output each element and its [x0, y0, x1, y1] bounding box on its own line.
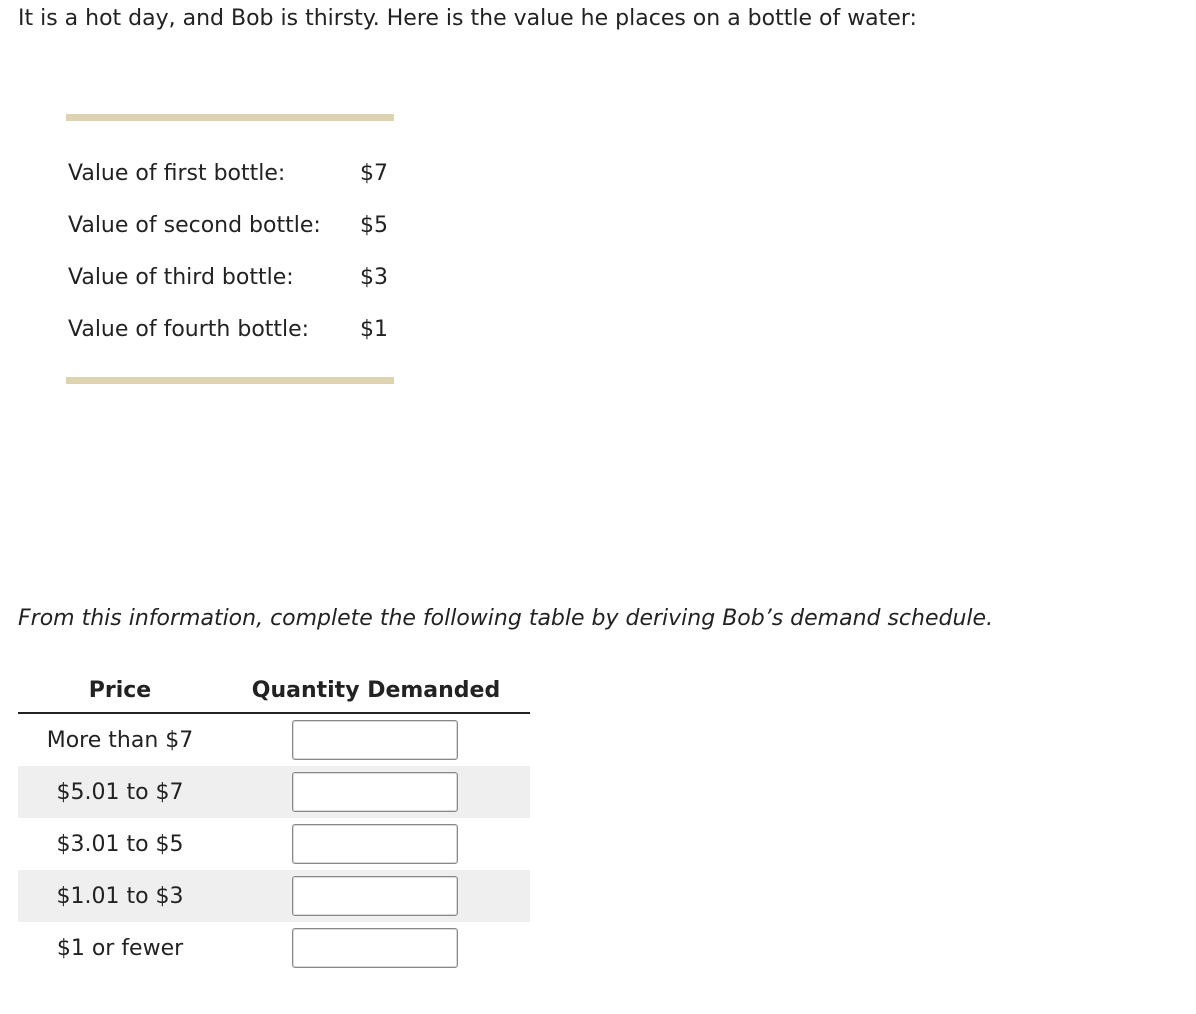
bottle-value-amount: $5 [360, 212, 388, 238]
bottle-value-label: Value of third bottle: [68, 264, 294, 290]
price-cell: $1 or fewer [56, 935, 184, 961]
price-cell: More than $7 [46, 727, 194, 753]
quantity-input[interactable] [292, 928, 458, 968]
table-row [18, 766, 530, 818]
bottle-value-row [66, 147, 394, 199]
quantity-input[interactable] [292, 772, 458, 812]
quantity-column-header: Quantity Demanded [251, 677, 501, 703]
bottle-values-box [66, 114, 394, 384]
bottle-value-amount: $7 [360, 160, 388, 186]
bottle-value-row [66, 199, 394, 251]
instructions-text: From this information, complete the following table by deriving Bob’s demand schedule. [18, 606, 994, 631]
bottle-value-row [66, 251, 394, 303]
bottle-value-amount: $3 [360, 264, 388, 290]
table-row [18, 818, 530, 870]
bottle-value-label: Value of second bottle: [68, 212, 321, 238]
price-cell: $1.01 to $3 [56, 883, 184, 909]
bottom-rule [66, 377, 394, 384]
intro-text: It is a hot day, and Bob is thirsty. Here is the value he places on a bottle of water: [18, 6, 917, 31]
quantity-cell [222, 818, 530, 870]
quantity-input[interactable] [292, 824, 458, 864]
quantity-cell [222, 766, 530, 818]
top-rule [66, 114, 394, 121]
bottle-value-label: Value of fourth bottle: [68, 316, 310, 342]
quantity-cell [222, 714, 530, 766]
demand-schedule-table [18, 668, 530, 974]
bottle-values-list [66, 121, 394, 377]
table-row [18, 922, 530, 974]
table-row [18, 714, 530, 766]
quantity-input[interactable] [292, 876, 458, 916]
price-cell: $5.01 to $7 [56, 779, 184, 805]
bottle-value-label: Value of first bottle: [68, 160, 286, 186]
quantity-input[interactable] [292, 720, 458, 760]
quantity-cell [222, 870, 530, 922]
table-row [18, 870, 530, 922]
bottle-value-amount: $1 [360, 316, 388, 342]
bottle-value-row [66, 303, 394, 355]
table-header [18, 668, 530, 714]
quantity-cell [222, 922, 530, 974]
price-cell: $3.01 to $5 [56, 831, 184, 857]
price-column-header: Price [88, 677, 152, 703]
